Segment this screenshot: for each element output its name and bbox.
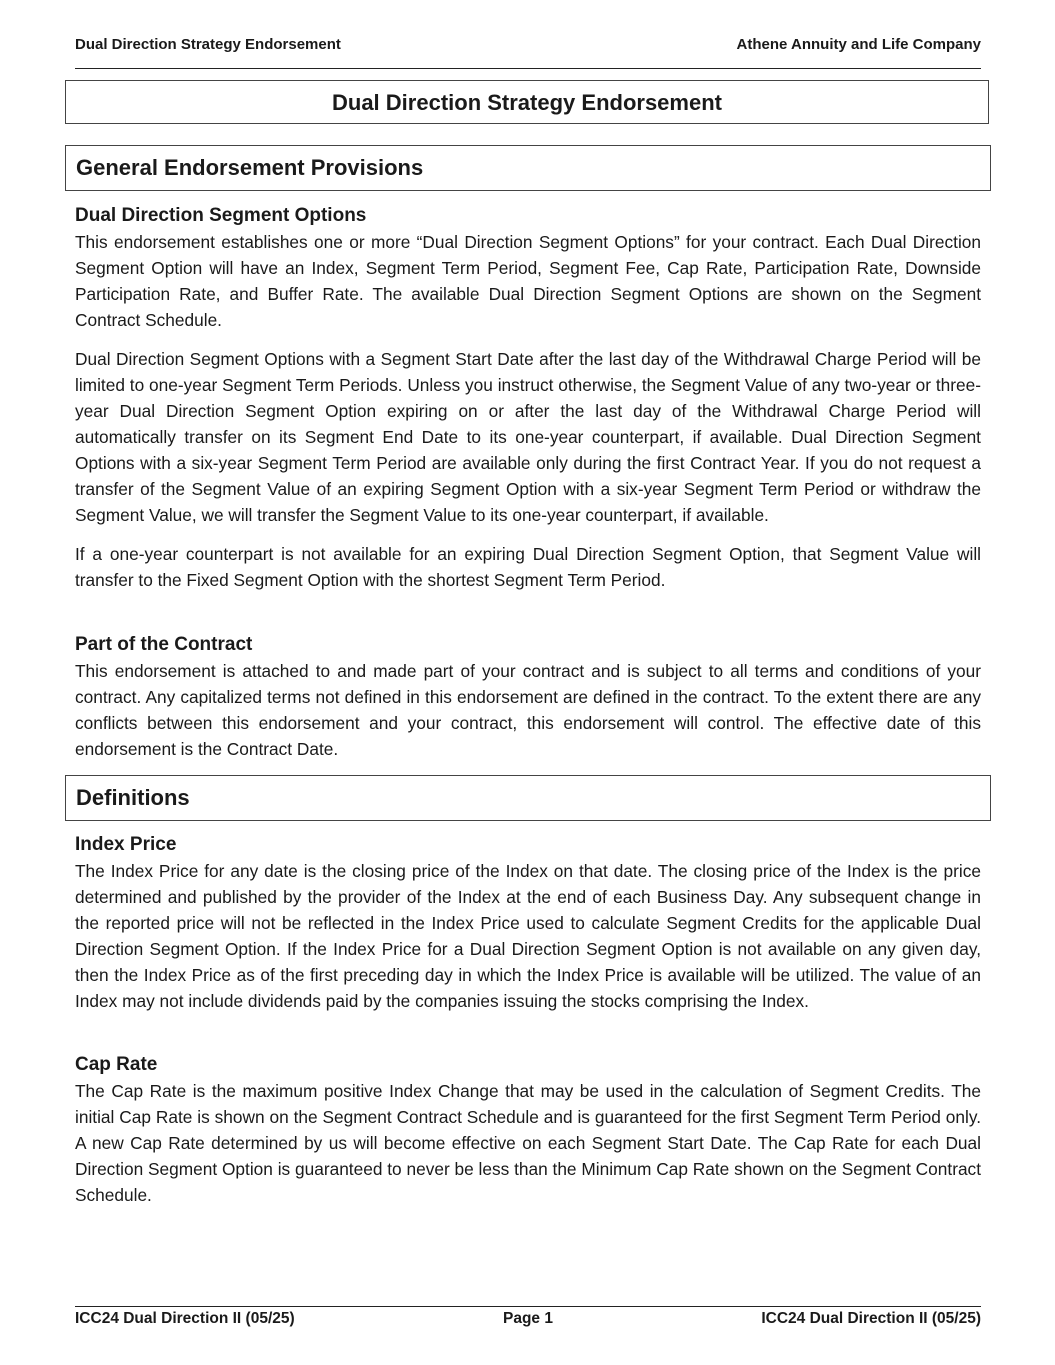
subsection-heading: Index Price [75, 834, 177, 855]
footer-form-number-left: ICC24 Dual Direction II (05/25) [75, 1310, 295, 1327]
paragraph: The Index Price for any date is the closing price of the Index on that date. The closing price of the Index is the price determined and published by the provider of the Index at the end of each Business Day. Any subsequent change in the reported price will not be reflected in the Index Price used to calculate Segment Credits for the applicable Dual Direction Segment Option. If the Index Price for a Dual Direction Segment Option is not available on any given day, then the Index Price as of the first preceding day in which the Index Price is available will be utilized. The value of an Index may not include dividends paid by the companies issuing the stocks comprising the Index. [75, 861, 981, 1011]
subsection-heading: Dual Direction Segment Options [75, 205, 367, 226]
header-document-title: Dual Direction Strategy Endorsement [75, 36, 341, 53]
footer-form-number-right: ICC24 Dual Direction II (05/25) [761, 1310, 981, 1327]
subsection-part-of-contract [75, 634, 981, 762]
header-company-name: Athene Annuity and Life Company [736, 36, 981, 53]
subsection-segment-options [75, 205, 981, 593]
footer-page-number: Page 1 [503, 1310, 553, 1327]
paragraph: The Cap Rate is the maximum positive Index Change that may be used in the calculation of Segment Credits. The initial Cap Rate is shown on the Segment Contract Schedule and is guaranteed for the first Segment Term Period only. A new Cap Rate determined by us will become effective on each Segment Start Date. The Cap Rate for each Dual Direction Segment Option is guaranteed to never be less than the Minimum Cap Rate shown on the Segment Contract Schedule. [75, 1081, 981, 1205]
paragraph: This endorsement establishes one or more “Dual Direction Segment Options” for your contract. Each Dual Direction Segment Option will have an Index, Segment Term Period, Segment Fee, Cap Rate, Participation Rate, Downside Participation Rate, and Buffer Rate. The available Dual Direction Segment Options are shown on the Segment Contract Schedule. [75, 232, 981, 330]
paragraph: Dual Direction Segment Options with a Segment Start Date after the last day of the Withdrawal Charge Period will be limited to one-year Segment Term Periods. Unless you instruct otherwise, the Segment Value of any two-year or three-year Dual Direction Segment Option expiring on or after the last day of the Withdrawal Charge Period will automatically transfer on its Segment End Date to its one-year counterpart, if available. Dual Direction Segment Options with a six-year Segment Term Period are available only during the first Contract Year. If you do not request a transfer of the Segment Value of an expiring Segment Option with a six-year Segment Term Period or withdraw the Segment Value, we will transfer the Segment Value to its one-year counterpart, if available. [75, 349, 981, 525]
document-title: Dual Direction Strategy Endorsement [65, 80, 989, 124]
paragraph: If a one-year counterpart is not available for an expiring Dual Direction Segment Option, that Segment Value will transfer to the Fixed Segment Option with the shortest Segment Term Period. [75, 544, 981, 590]
subsection-index-price [75, 834, 981, 1014]
page-header [75, 36, 981, 69]
subsection-heading: Part of the Contract [75, 634, 253, 655]
paragraph: This endorsement is attached to and made part of your contract and is subject to all terms and conditions of your contract. Any capitalized terms not defined in this endorsement are defined in the contract. To the extent there are any conflicts between this endorsement and your contract, this endorsement will control. The effective date of this endorsement is the Contract Date. [75, 661, 981, 759]
subsection-heading: Cap Rate [75, 1054, 158, 1075]
section-heading-definitions: Definitions [65, 775, 991, 821]
subsection-cap-rate [75, 1054, 981, 1208]
page-footer [75, 1306, 981, 1334]
section-heading-general-provisions: General Endorsement Provisions [65, 145, 991, 191]
